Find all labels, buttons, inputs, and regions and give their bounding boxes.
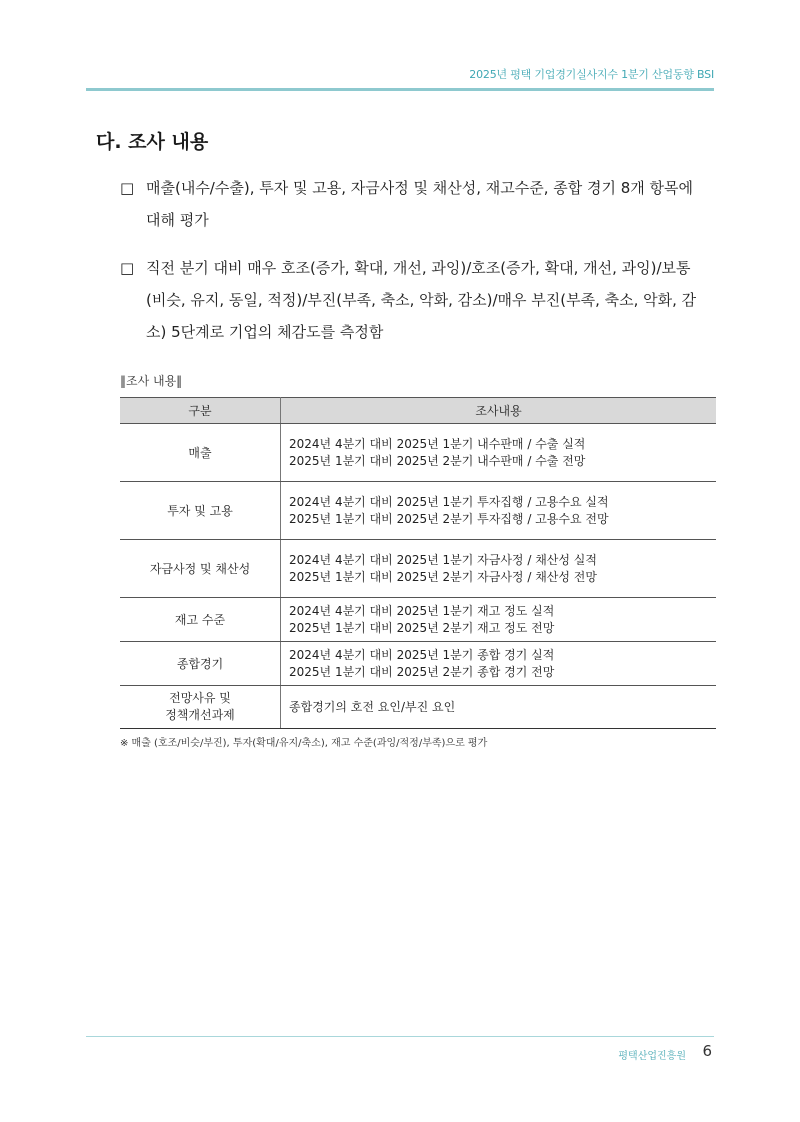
- table-row: [120, 540, 716, 598]
- content-line: 2025년 1분기 대비 2025년 2분기 재고 정도 전망: [289, 620, 555, 635]
- header-divider: [86, 88, 714, 91]
- checkbox-bullet-icon: □: [120, 259, 135, 277]
- page-number: 6: [702, 1042, 712, 1060]
- checkbox-bullet-icon: □: [120, 179, 135, 197]
- table-row: [120, 686, 716, 729]
- section-title: 다. 조사 내용: [96, 131, 209, 153]
- row-content: [281, 424, 717, 482]
- table-footnote: ※ 매출 (호조/비슷/부진), 투자(확대/유지/축소), 재고 수준(과잉/적정/부족)으로 평가: [120, 738, 488, 749]
- row-category: 자금사정 및 채산성: [120, 540, 281, 598]
- content-line: 2024년 4분기 대비 2025년 1분기 자금사정 / 채산성 실적: [289, 552, 597, 567]
- row-content: [281, 642, 717, 686]
- content-line: 2024년 4분기 대비 2025년 1분기 내수판매 / 수출 실적: [289, 436, 586, 451]
- table-row: [120, 642, 716, 686]
- content-line: 2024년 4분기 대비 2025년 1분기 투자집행 / 고용수요 실적: [289, 494, 609, 509]
- category-line: 정책개선과제: [165, 708, 235, 722]
- footer-divider: [86, 1036, 714, 1037]
- row-content: [281, 598, 717, 642]
- table-row: [120, 598, 716, 642]
- header-category: 구분: [120, 398, 281, 424]
- table-row: [120, 482, 716, 540]
- category-line: 전망사유 및: [169, 691, 231, 705]
- table-row: [120, 424, 716, 482]
- row-category: 종합경기: [120, 642, 281, 686]
- bullet-item: [120, 172, 710, 236]
- bullet-text: 매출(내수/수출), 투자 및 고용, 자금사정 및 채산성, 재고수준, 종합 경기 8개 항목에 대해 평가: [146, 179, 694, 229]
- content-line: 2025년 1분기 대비 2025년 2분기 종합 경기 전망: [289, 664, 555, 679]
- content-line: 2024년 4분기 대비 2025년 1분기 재고 정도 실적: [289, 603, 555, 618]
- bullet-item: [120, 252, 710, 348]
- row-content: [281, 482, 717, 540]
- row-category: 투자 및 고용: [120, 482, 281, 540]
- table-header-row: [120, 398, 716, 424]
- row-category: [120, 686, 281, 729]
- running-header-title: 2025년 평택 기업경기실사지수 1분기 산업동향 BSI: [469, 68, 714, 81]
- header-content: 조사내용: [281, 398, 717, 424]
- row-category: 매출: [120, 424, 281, 482]
- bullet-text: 직전 분기 대비 매우 호조(증가, 확대, 개선, 과잉)/호조(증가, 확대, 개선, 과잉)/보통(비슷, 유지, 동일, 적정)/부진(부족, 축소, 악화, 감소)/매우 부진(부족, 축소, 악화, 감소) 5단계로 기업의 체감도를 측정함: [146, 259, 697, 341]
- content-line: 2025년 1분기 대비 2025년 2분기 투자집행 / 고용수요 전망: [289, 511, 609, 526]
- row-content: [281, 540, 717, 598]
- footer-organization: 평택산업진흥원: [618, 1051, 686, 1062]
- content-line: 2025년 1분기 대비 2025년 2분기 자금사정 / 채산성 전망: [289, 569, 597, 584]
- survey-content-table: [120, 397, 716, 729]
- content-line: 2025년 1분기 대비 2025년 2분기 내수판매 / 수출 전망: [289, 453, 586, 468]
- row-category: 재고 수준: [120, 598, 281, 642]
- content-line: 종합경기의 호전 요인/부진 요인: [289, 699, 456, 714]
- content-line: 2024년 4분기 대비 2025년 1분기 종합 경기 실적: [289, 647, 555, 662]
- row-content: [281, 686, 717, 729]
- table-caption: ‖조사 내용‖: [120, 374, 183, 388]
